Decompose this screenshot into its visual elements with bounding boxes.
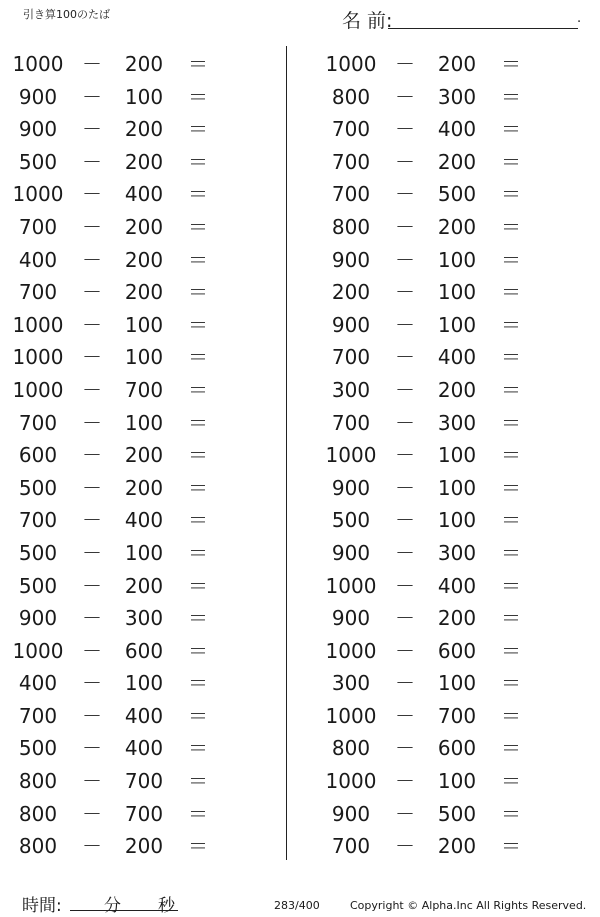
minuend: 1000 xyxy=(325,52,377,76)
minus-sign: － xyxy=(82,52,102,76)
equals-sign: ＝ xyxy=(501,736,521,761)
subtrahend: 100 xyxy=(437,671,477,696)
subtrahend: 200 xyxy=(437,606,477,631)
problem-row xyxy=(0,276,260,309)
minus-sign: － xyxy=(395,117,415,142)
problem-row xyxy=(313,374,573,407)
equals-sign: ＝ xyxy=(501,475,521,500)
minus-sign: － xyxy=(82,182,102,207)
equals-sign: ＝ xyxy=(188,540,208,565)
equals-sign: ＝ xyxy=(501,117,521,142)
minus-sign: － xyxy=(395,736,415,761)
equals-sign: ＝ xyxy=(501,834,521,859)
subtrahend: 200 xyxy=(124,280,164,305)
subtrahend: 200 xyxy=(437,834,477,859)
subtrahend: 400 xyxy=(124,182,164,207)
problem-row xyxy=(0,602,260,635)
equals-sign: ＝ xyxy=(188,443,208,468)
name-label: 名 前: xyxy=(342,10,393,32)
subtrahend: 200 xyxy=(437,52,477,76)
equals-sign: ＝ xyxy=(501,508,521,533)
problem-row xyxy=(313,48,573,81)
minuend: 900 xyxy=(331,606,371,631)
copyright-notice: Copyright © Alpha.Inc All Rights Reserved. xyxy=(350,899,587,912)
subtrahend: 100 xyxy=(437,247,477,272)
minuend: 1000 xyxy=(12,638,64,663)
minus-sign: － xyxy=(395,247,415,272)
equals-sign: ＝ xyxy=(188,214,208,239)
equals-sign: ＝ xyxy=(188,736,208,761)
equals-sign: ＝ xyxy=(501,84,521,109)
problem-row xyxy=(313,830,573,863)
minus-sign: － xyxy=(82,377,102,402)
subtrahend: 100 xyxy=(124,671,164,696)
minuend: 500 xyxy=(18,149,58,174)
subtrahend: 400 xyxy=(124,703,164,728)
equals-sign: ＝ xyxy=(188,182,208,207)
subtrahend: 200 xyxy=(124,475,164,500)
subtrahend: 400 xyxy=(437,573,477,598)
equals-sign: ＝ xyxy=(188,638,208,663)
problem-row xyxy=(0,504,260,537)
minus-sign: － xyxy=(82,801,102,826)
problem-row xyxy=(313,798,573,831)
equals-sign: ＝ xyxy=(501,671,521,696)
minus-sign: － xyxy=(395,345,415,370)
minus-sign: － xyxy=(395,443,415,468)
minuend: 700 xyxy=(331,117,371,142)
equals-sign: ＝ xyxy=(501,769,521,794)
problem-row xyxy=(0,830,260,863)
problem-row xyxy=(313,667,573,700)
subtrahend: 700 xyxy=(124,801,164,826)
minuend: 600 xyxy=(18,443,58,468)
subtrahend: 100 xyxy=(124,540,164,565)
minuend: 800 xyxy=(331,84,371,109)
subtrahend: 100 xyxy=(124,410,164,435)
problem-row xyxy=(313,113,573,146)
subtrahend: 100 xyxy=(437,475,477,500)
subtrahend: 200 xyxy=(124,117,164,142)
equals-sign: ＝ xyxy=(501,703,521,728)
problem-row xyxy=(313,439,573,472)
subtrahend: 600 xyxy=(437,736,477,761)
problem-row xyxy=(313,700,573,733)
problem-row xyxy=(0,309,260,342)
minus-sign: － xyxy=(82,606,102,631)
minuend: 900 xyxy=(331,247,371,272)
minus-sign: － xyxy=(82,149,102,174)
minus-sign: － xyxy=(395,769,415,794)
minuend: 500 xyxy=(18,475,58,500)
subtrahend: 100 xyxy=(437,312,477,337)
minus-sign: － xyxy=(395,703,415,728)
minus-sign: － xyxy=(82,214,102,239)
problem-row xyxy=(313,178,573,211)
minus-sign: － xyxy=(395,84,415,109)
minuend: 500 xyxy=(18,573,58,598)
minuend: 1000 xyxy=(325,638,377,663)
minus-sign: － xyxy=(82,638,102,663)
equals-sign: ＝ xyxy=(501,606,521,631)
subtrahend: 600 xyxy=(437,638,477,663)
minuend: 1000 xyxy=(325,573,377,598)
problem-row xyxy=(0,472,260,505)
minuend: 300 xyxy=(331,377,371,402)
subtrahend: 100 xyxy=(124,312,164,337)
equals-sign: ＝ xyxy=(501,312,521,337)
problem-row xyxy=(0,407,260,440)
subtrahend: 200 xyxy=(124,573,164,598)
name-end-dot: . xyxy=(577,11,582,26)
equals-sign: ＝ xyxy=(188,410,208,435)
minus-sign: － xyxy=(82,410,102,435)
minus-sign: － xyxy=(395,508,415,533)
equals-sign: ＝ xyxy=(188,834,208,859)
subtrahend: 200 xyxy=(437,149,477,174)
equals-sign: ＝ xyxy=(188,84,208,109)
worksheet-title: 引き算100のたば xyxy=(23,8,110,21)
minuend: 700 xyxy=(18,214,58,239)
minus-sign: － xyxy=(82,671,102,696)
equals-sign: ＝ xyxy=(188,280,208,305)
minuend: 700 xyxy=(331,182,371,207)
equals-sign: ＝ xyxy=(188,671,208,696)
problem-row xyxy=(313,276,573,309)
problem-row xyxy=(313,765,573,798)
problem-row xyxy=(0,48,260,81)
subtrahend: 300 xyxy=(437,540,477,565)
minus-sign: － xyxy=(395,540,415,565)
minuend: 700 xyxy=(331,834,371,859)
subtrahend: 600 xyxy=(124,638,164,663)
minus-sign: － xyxy=(395,606,415,631)
subtrahend: 100 xyxy=(437,508,477,533)
seconds-label: 秒 xyxy=(158,896,175,916)
minus-sign: － xyxy=(395,834,415,859)
minus-sign: － xyxy=(82,475,102,500)
subtrahend: 700 xyxy=(437,703,477,728)
equals-sign: ＝ xyxy=(188,149,208,174)
minus-sign: － xyxy=(82,84,102,109)
problem-row xyxy=(313,537,573,570)
minus-sign: － xyxy=(395,52,415,76)
minuend: 500 xyxy=(18,540,58,565)
minuend: 900 xyxy=(331,801,371,826)
minuend: 1000 xyxy=(325,443,377,468)
problem-row xyxy=(313,81,573,114)
minuend: 1000 xyxy=(12,345,64,370)
equals-sign: ＝ xyxy=(188,377,208,402)
equals-sign: ＝ xyxy=(501,443,521,468)
minuend: 700 xyxy=(18,508,58,533)
minus-sign: － xyxy=(82,834,102,859)
equals-sign: ＝ xyxy=(188,247,208,272)
minus-sign: － xyxy=(395,377,415,402)
page-number: 283/400 xyxy=(274,899,320,912)
minuend: 800 xyxy=(331,214,371,239)
equals-sign: ＝ xyxy=(501,410,521,435)
problem-row xyxy=(0,211,260,244)
equals-sign: ＝ xyxy=(501,52,521,76)
problem-row xyxy=(313,341,573,374)
minuend: 800 xyxy=(18,769,58,794)
minuend: 1000 xyxy=(12,182,64,207)
subtrahend: 300 xyxy=(124,606,164,631)
minuend: 900 xyxy=(331,475,371,500)
problem-row xyxy=(0,244,260,277)
subtrahend: 100 xyxy=(437,769,477,794)
minus-sign: － xyxy=(395,182,415,207)
minus-sign: － xyxy=(82,769,102,794)
subtrahend: 400 xyxy=(437,117,477,142)
subtrahend: 700 xyxy=(124,377,164,402)
subtrahend: 200 xyxy=(124,149,164,174)
subtrahend: 200 xyxy=(124,214,164,239)
subtrahend: 100 xyxy=(437,280,477,305)
problem-row xyxy=(313,146,573,179)
minuend: 700 xyxy=(18,703,58,728)
subtrahend: 200 xyxy=(124,834,164,859)
subtrahend: 100 xyxy=(124,345,164,370)
problem-row xyxy=(0,439,260,472)
problem-row xyxy=(0,113,260,146)
minus-sign: － xyxy=(395,214,415,239)
minuend: 900 xyxy=(18,117,58,142)
minus-sign: － xyxy=(395,573,415,598)
equals-sign: ＝ xyxy=(188,606,208,631)
minus-sign: － xyxy=(82,443,102,468)
equals-sign: ＝ xyxy=(501,377,521,402)
minuend: 1000 xyxy=(12,52,64,76)
minus-sign: － xyxy=(395,475,415,500)
subtrahend: 700 xyxy=(124,769,164,794)
subtrahend: 100 xyxy=(437,443,477,468)
equals-sign: ＝ xyxy=(188,312,208,337)
subtrahend: 400 xyxy=(124,736,164,761)
equals-sign: ＝ xyxy=(188,801,208,826)
problem-row xyxy=(313,635,573,668)
problem-row xyxy=(313,602,573,635)
minus-sign: － xyxy=(82,312,102,337)
equals-sign: ＝ xyxy=(188,117,208,142)
minuend: 1000 xyxy=(12,377,64,402)
equals-sign: ＝ xyxy=(501,638,521,663)
subtrahend: 400 xyxy=(124,508,164,533)
equals-sign: ＝ xyxy=(188,475,208,500)
minuend: 800 xyxy=(331,736,371,761)
minuend: 900 xyxy=(331,540,371,565)
minus-sign: － xyxy=(395,312,415,337)
minus-sign: － xyxy=(395,280,415,305)
problem-row xyxy=(0,81,260,114)
minuend: 900 xyxy=(18,606,58,631)
name-field xyxy=(342,4,582,30)
problem-row xyxy=(0,798,260,831)
equals-sign: ＝ xyxy=(188,769,208,794)
minus-sign: － xyxy=(82,345,102,370)
equals-sign: ＝ xyxy=(501,540,521,565)
minuend: 700 xyxy=(331,149,371,174)
subtrahend: 200 xyxy=(437,377,477,402)
minuend: 700 xyxy=(18,410,58,435)
minuend: 800 xyxy=(18,834,58,859)
problem-row xyxy=(313,244,573,277)
problem-row xyxy=(0,667,260,700)
equals-sign: ＝ xyxy=(501,182,521,207)
subtrahend: 500 xyxy=(437,182,477,207)
minus-sign: － xyxy=(395,801,415,826)
minus-sign: － xyxy=(395,671,415,696)
problem-row xyxy=(0,732,260,765)
minuend: 500 xyxy=(331,508,371,533)
minuend: 1000 xyxy=(325,769,377,794)
equals-sign: ＝ xyxy=(501,247,521,272)
minus-sign: － xyxy=(82,280,102,305)
minuend: 800 xyxy=(18,801,58,826)
subtrahend: 400 xyxy=(437,345,477,370)
problem-row xyxy=(313,309,573,342)
problem-row xyxy=(0,700,260,733)
minuend: 500 xyxy=(18,736,58,761)
name-underline xyxy=(388,28,578,29)
subtrahend: 200 xyxy=(437,214,477,239)
problem-row xyxy=(313,211,573,244)
minuend: 300 xyxy=(331,671,371,696)
equals-sign: ＝ xyxy=(188,345,208,370)
equals-sign: ＝ xyxy=(188,573,208,598)
minus-sign: － xyxy=(82,117,102,142)
minuend: 700 xyxy=(18,280,58,305)
problem-row xyxy=(0,570,260,603)
equals-sign: ＝ xyxy=(501,573,521,598)
equals-sign: ＝ xyxy=(188,52,208,76)
minus-sign: － xyxy=(82,573,102,598)
minuend: 200 xyxy=(331,280,371,305)
subtrahend: 200 xyxy=(124,247,164,272)
minuend: 700 xyxy=(331,345,371,370)
problem-row xyxy=(0,635,260,668)
problem-row xyxy=(313,504,573,537)
subtrahend: 300 xyxy=(437,84,477,109)
problem-row xyxy=(313,732,573,765)
minus-sign: － xyxy=(395,149,415,174)
subtrahend: 500 xyxy=(437,801,477,826)
problem-row xyxy=(0,341,260,374)
problem-row xyxy=(0,537,260,570)
subtrahend: 200 xyxy=(124,443,164,468)
equals-sign: ＝ xyxy=(501,801,521,826)
minuend: 400 xyxy=(18,247,58,272)
minuend: 900 xyxy=(18,84,58,109)
minuend: 400 xyxy=(18,671,58,696)
problem-row xyxy=(313,570,573,603)
minus-sign: － xyxy=(82,508,102,533)
minus-sign: － xyxy=(395,638,415,663)
minus-sign: － xyxy=(82,703,102,728)
problem-row xyxy=(0,765,260,798)
column-divider xyxy=(286,46,287,860)
minuend: 1000 xyxy=(325,703,377,728)
equals-sign: ＝ xyxy=(501,149,521,174)
minus-sign: － xyxy=(82,247,102,272)
subtrahend: 300 xyxy=(437,410,477,435)
problem-row xyxy=(313,407,573,440)
minus-sign: － xyxy=(395,410,415,435)
minuend: 700 xyxy=(331,410,371,435)
equals-sign: ＝ xyxy=(501,214,521,239)
time-label: 時間: xyxy=(22,896,62,916)
equals-sign: ＝ xyxy=(501,345,521,370)
problem-row xyxy=(0,374,260,407)
equals-sign: ＝ xyxy=(188,703,208,728)
subtrahend: 200 xyxy=(124,52,164,76)
minutes-label: 分 xyxy=(104,896,121,916)
subtrahend: 100 xyxy=(124,84,164,109)
right-problem-column xyxy=(313,48,573,863)
problem-row xyxy=(313,472,573,505)
minuend: 1000 xyxy=(12,312,64,337)
minus-sign: － xyxy=(82,540,102,565)
minuend: 900 xyxy=(331,312,371,337)
minus-sign: － xyxy=(82,736,102,761)
left-problem-column xyxy=(0,48,260,863)
equals-sign: ＝ xyxy=(188,508,208,533)
equals-sign: ＝ xyxy=(501,280,521,305)
problem-row xyxy=(0,146,260,179)
problem-row xyxy=(0,178,260,211)
